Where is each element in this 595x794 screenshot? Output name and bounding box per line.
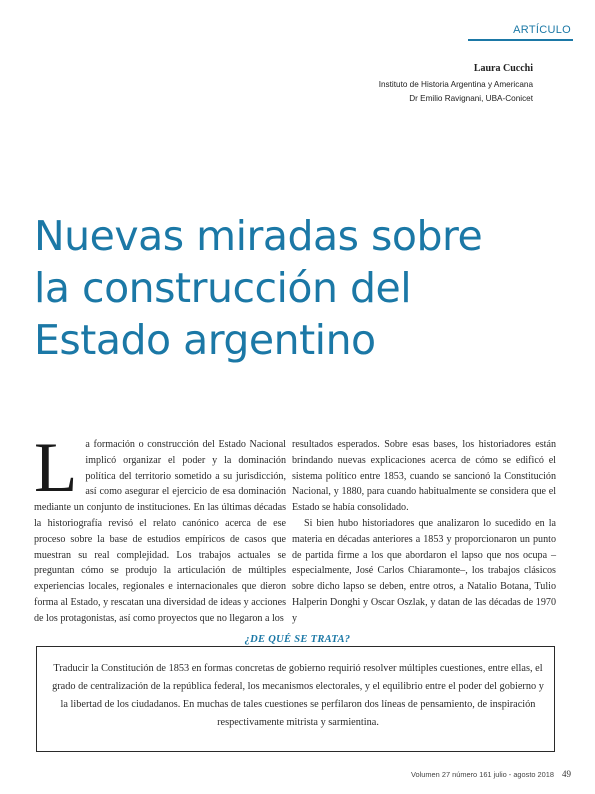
body-paragraph: a formación o construcción del Estado Nacional implicó organizar el poder y la dominación política del territorio sometido a su jurisdicción, así como asegurar el ejercicio de esa dominación mediante un conjunto de instituciones. En las últimas décadas la historiografía revisó el relato canónico acerca de ese proceso sobre la base de estudios empíricos de casos que muestran su real complejidad. Los trabajos actuales se preguntan cómo se produjo la articulación de múltiples experiencias locales, regionales e internacionales que dieron forma al Estado, y rescatan una diversidad de ideas y acciones de los protagonistas, así como proyectos que no llegaron a los [34, 439, 286, 624]
author-affiliation-line1: Instituto de Historia Argentina y Americana [378, 80, 533, 89]
author-name: Laura Cucchi [473, 63, 533, 74]
body-paragraph: resultados esperados. Sobre esas bases, los historiadores están brindando nuevas explicaciones acerca de cómo se edificó el sistema político entre 1853, cuando se sancionó la Constitución Nacional, y 1880, para cuando habitualmente se considera que el Estado se había consolidado. [292, 439, 556, 514]
title-line-2: la construcción del [34, 264, 412, 312]
summary-box-heading: ¿DE QUÉ SE TRATA? [237, 634, 359, 645]
body-column-left [34, 429, 286, 627]
page-footer [411, 769, 571, 779]
title-line-3: Estado argentino [34, 316, 376, 364]
issue-info: Volumen 27 número 161 julio - agosto 2018 [411, 770, 554, 779]
body-column-right [292, 437, 556, 627]
article-title [34, 210, 554, 366]
body-paragraph: Si bien hubo historiadores que analizaron lo sucedido en la materia en décadas anteriores a 1853 y proporcionaron un punto de partida firme a los que abordaron el lapso que nos ocupa –especialmente, José Carlos Chiaramonte–, los trabajos clásicos sobre dicho lapso se deben, entre otros, a Natalio Botana, Tulio Halperin Donghi y Oscar Oszlak, y datan de las décadas de 1970 y [292, 517, 556, 624]
title-line-1: Nuevas miradas sobre [34, 212, 483, 260]
author-block [379, 63, 533, 106]
page-number: 49 [562, 769, 571, 779]
author-affiliation-line2: Dr Emilio Ravignani, UBA-Conicet [409, 94, 533, 103]
drop-cap: L [34, 429, 78, 507]
section-rule [468, 39, 573, 41]
section-label: ARTÍCULO [513, 24, 571, 36]
summary-box-heading-wrap [0, 629, 595, 647]
summary-box-text: Traducir la Constitución de 1853 en formas concretas de gobierno requirió resolver múltiples cuestiones, entre ellas, el grado de centralización de la república federal, los mecanismos electorales, y el equilibrio entre el poder del gobierno y la libertad de los ciudadanos. En muchas de tales cuestiones se perfilaron dos líneas de pensamiento, de inspiración respectivamente mitrista y sarmientina. [52, 663, 544, 728]
